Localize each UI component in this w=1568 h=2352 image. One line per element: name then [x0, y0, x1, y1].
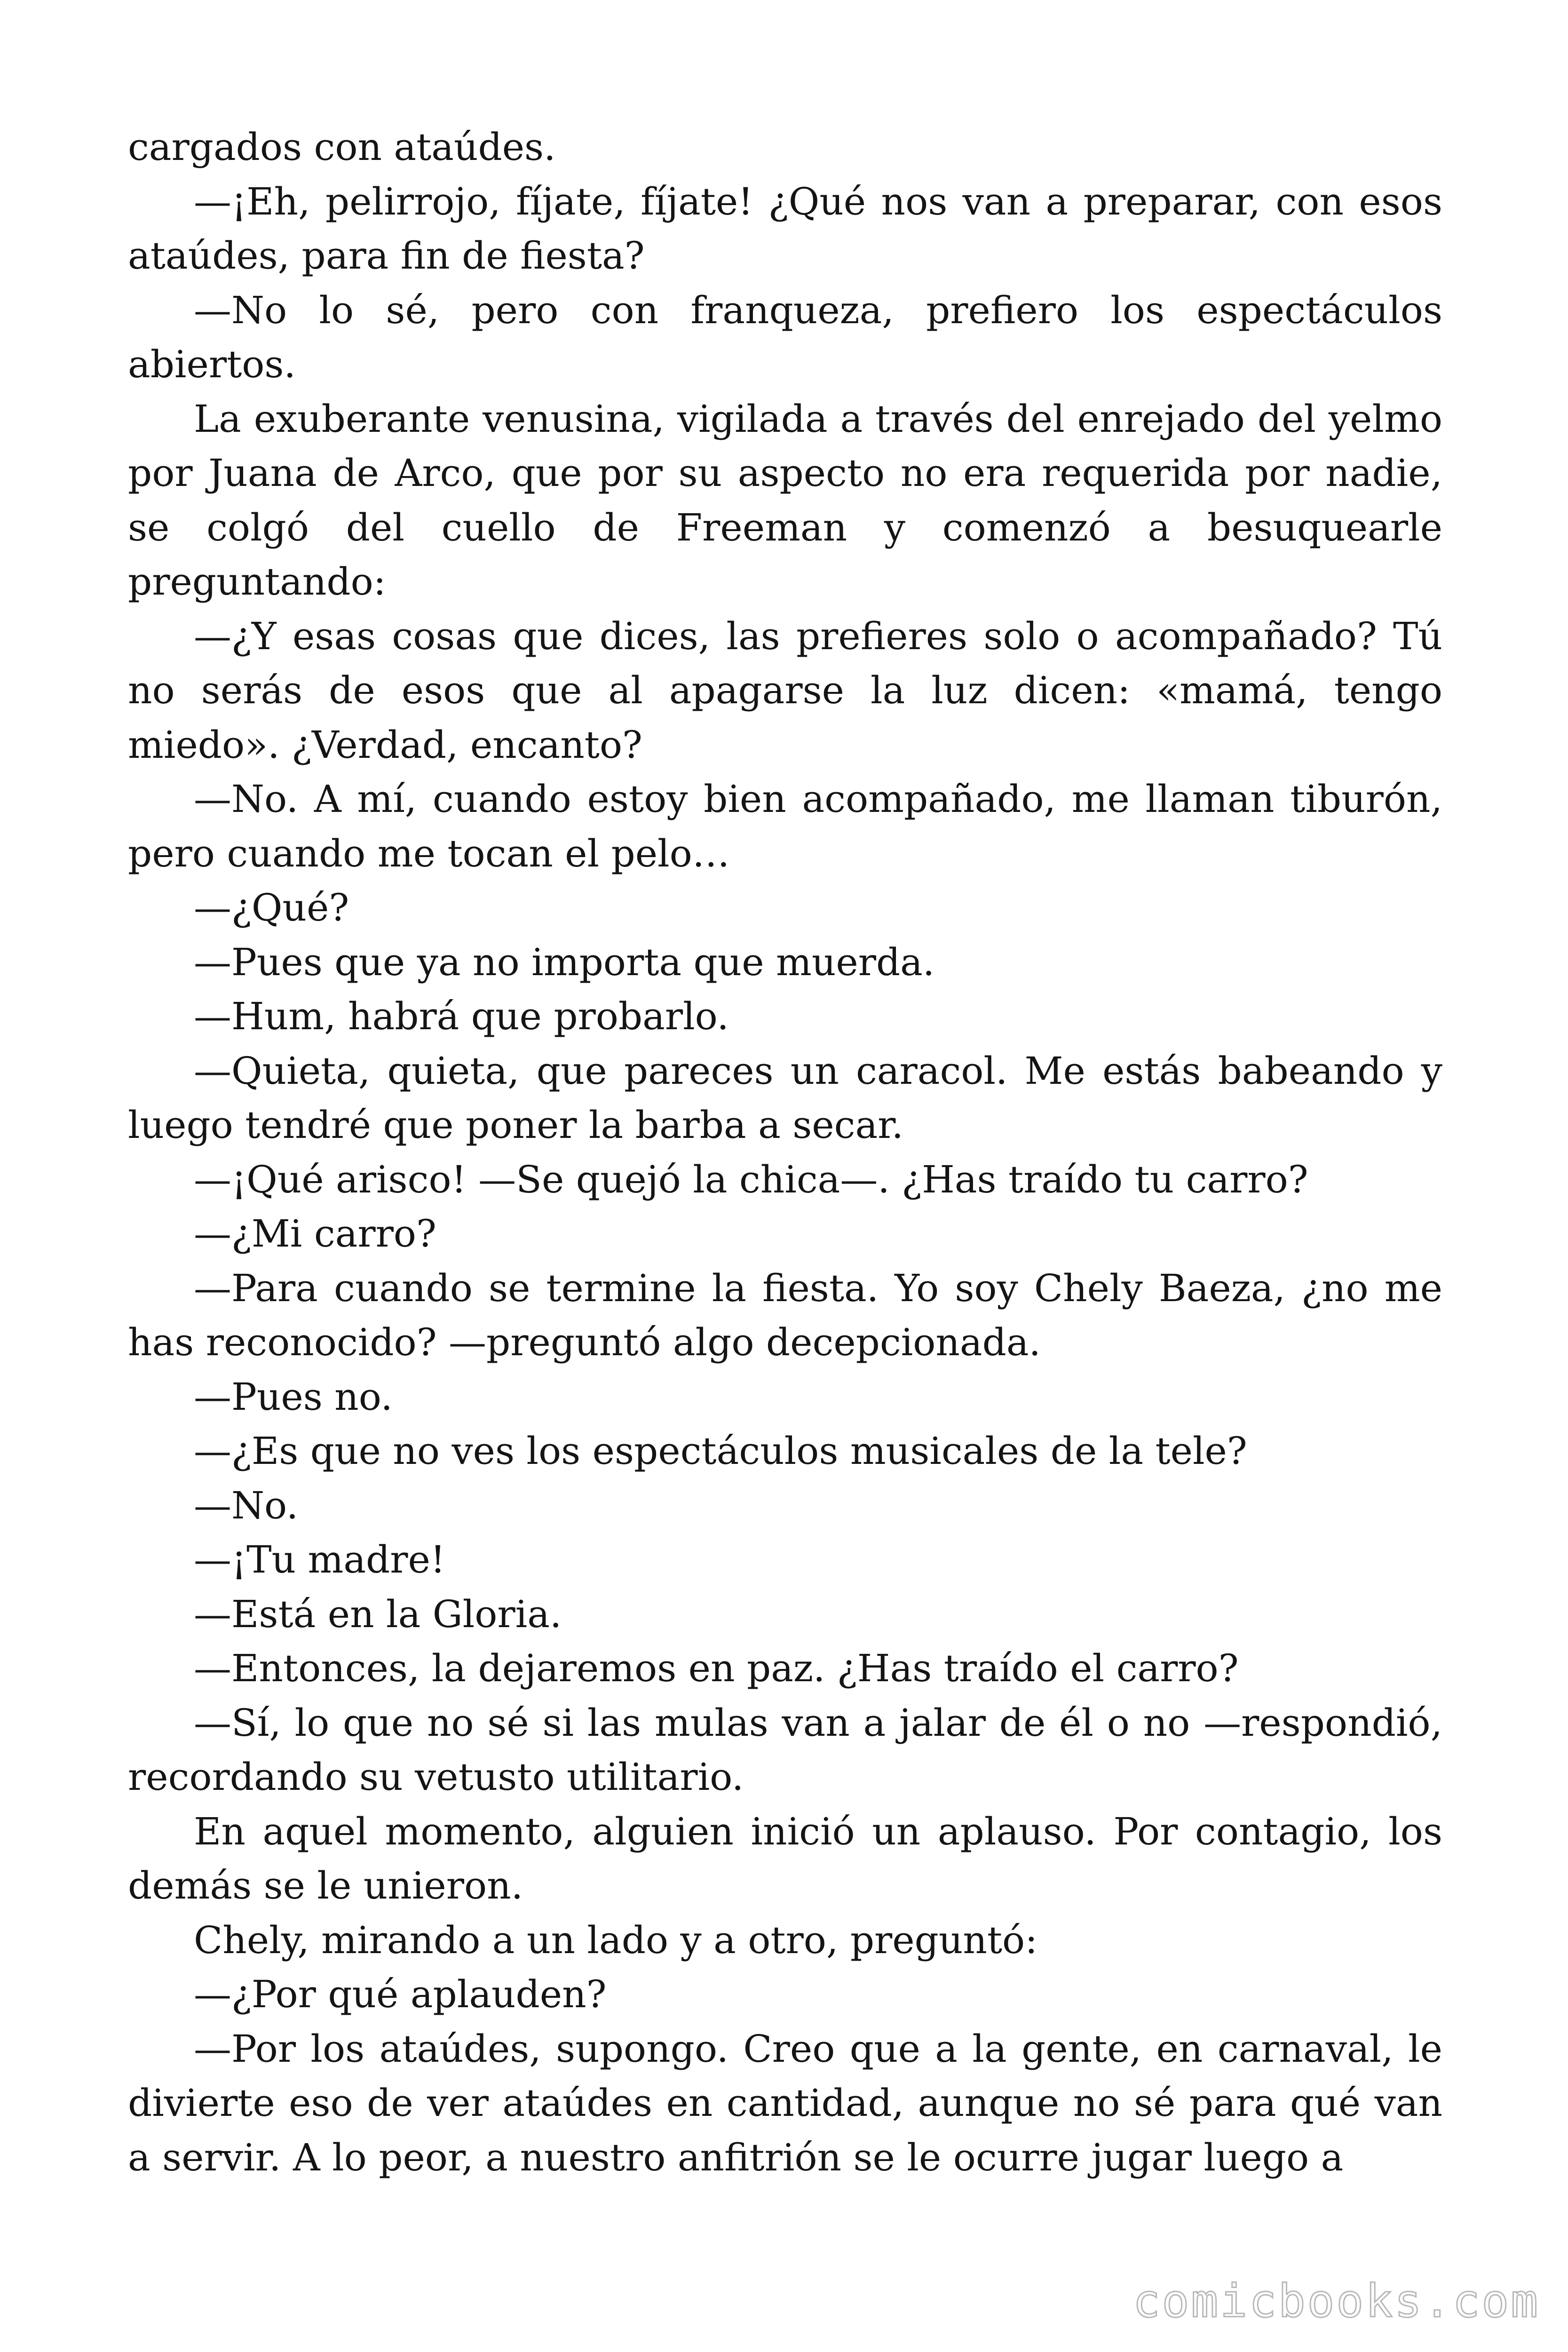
paragraph: —Por los ataúdes, supongo. Creo que a la gente, en carnaval, le divierte eso de ver ataúdes en cantidad, aunque no sé para qué van a servir. A lo peor, a nuestro anfitrión se le ocurre jugar luego a — [128, 2026, 1442, 2179]
paragraph: —¡Qué arisco! —Se quejó la chica—. ¿Has traído tu carro? — [194, 1157, 1308, 1201]
paragraph: —¿Por qué aplauden? — [194, 1972, 607, 2016]
body-text — [128, 120, 1442, 2185]
paragraph: —Está en la Gloria. — [194, 1592, 562, 1636]
paragraph: —Quieta, quieta, que pareces un caracol. Me estás babeando y luego tendré que poner la barba a secar. — [128, 1049, 1442, 1147]
paragraph: —¿Es que no ves los espectáculos musicales de la tele? — [194, 1429, 1247, 1473]
paragraph: —Para cuando se termine la fiesta. Yo soy Chely Baeza, ¿no me has reconocido? —preguntó algo decepcionada. — [128, 1266, 1442, 1364]
paragraph: —Entonces, la dejaremos en paz. ¿Has traído el carro? — [194, 1646, 1239, 1690]
watermark: comicbooks.com — [1132, 2275, 1540, 2328]
paragraph: Chely, mirando a un lado y a otro, preguntó: — [194, 1918, 1038, 1962]
paragraph: —¿Qué? — [194, 886, 349, 930]
paragraph: La exuberante venusina, vigilada a través del enrejado del yelmo por Juana de Arco, que por su aspecto no era requerida por nadie, se colgó del cuello de Freeman y comenzó a besuquearle preguntando: — [128, 397, 1442, 604]
paragraph: —Hum, habrá que probarlo. — [194, 994, 729, 1038]
paragraph: —¡Tu madre! — [194, 1538, 445, 1581]
paragraph: —¿Mi carro? — [194, 1212, 436, 1255]
paragraph: —¡Eh, pelirrojo, fíjate, fíjate! ¿Qué nos van a preparar, con esos ataúdes, para fin de fiesta? — [128, 179, 1442, 278]
paragraph: —¿Y esas cosas que dices, las prefieres solo o acompañado? Tú no serás de esos que al apagarse la luz dicen: «mamá, tengo miedo». ¿Verdad, encanto? — [128, 614, 1442, 767]
paragraph: cargados con ataúdes. — [128, 125, 556, 169]
paragraph: —No. — [194, 1483, 299, 1527]
paragraph: —Pues no. — [194, 1375, 393, 1419]
paragraph: —Sí, lo que no sé si las mulas van a jalar de él o no —respondió, recordando su vetusto utilitario. — [128, 1700, 1442, 1799]
paragraph: —No. A mí, cuando estoy bien acompañado, me llaman tiburón, pero cuando me tocan el pelo… — [128, 777, 1442, 875]
paragraph: En aquel momento, alguien inició un aplauso. Por contagio, los demás se le unieron. — [128, 1809, 1442, 1907]
paragraph: —Pues que ya no importa que muerda. — [194, 940, 935, 984]
paragraph: —No lo sé, pero con franqueza, prefiero los espectáculos abiertos. — [128, 288, 1442, 386]
